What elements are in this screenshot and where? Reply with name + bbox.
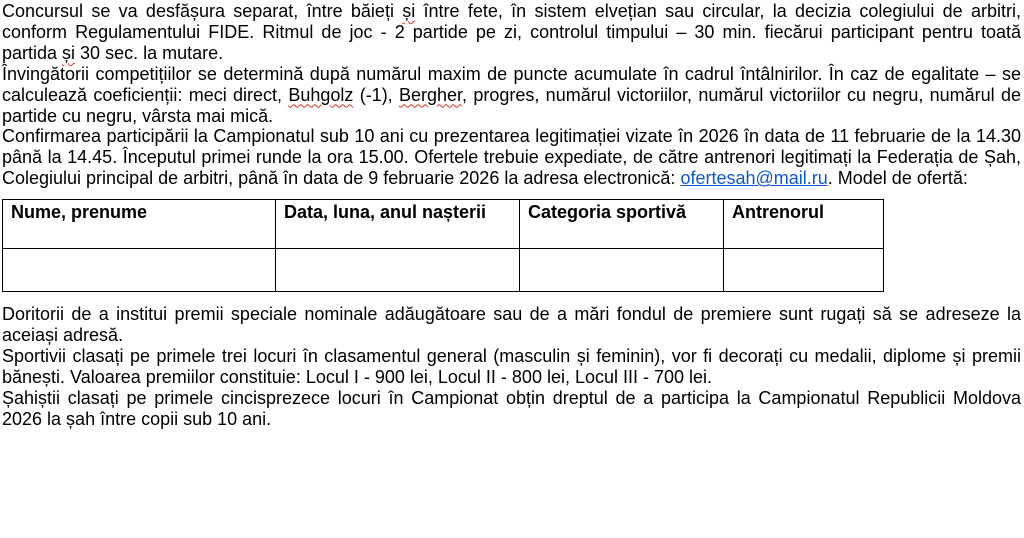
spellcheck-word-buhgolz[interactable]: Buhgolz	[288, 84, 354, 105]
header-cell-coach: Antrenorul	[724, 200, 884, 249]
table-row	[3, 249, 884, 292]
text-run: Confirmarea participării la Campionatul sub 10 ani cu prezentarea legitimației vizate în 2026 în data de 11 februarie de la 14.30 până la 14.45. Începutul primei runde la ora 15.00. Ofertele trebuie expediate, de către antrenori legitimați la Federația de Șah, Colegiului principal de arbitri, până în data de 9 februarie 2026 la adresa electronică:	[2, 126, 1021, 189]
table-header-row	[3, 200, 884, 249]
paragraph-winners-rules	[2, 64, 1021, 127]
text-run: (-1),	[353, 84, 399, 105]
table-cell[interactable]	[276, 249, 520, 292]
header-cell-birthdate: Data, luna, anul nașterii	[276, 200, 520, 249]
text-run: 30 sec. la mutare.	[75, 42, 224, 63]
table-cell[interactable]	[724, 249, 884, 292]
text-run: , progres, numărul victoriilor, numărul victoriilor cu negru, numărul de partide cu negru, vârsta mai mică.	[2, 84, 1021, 126]
table-cell[interactable]	[3, 249, 276, 292]
header-cell-category: Categoria sportivă	[520, 200, 724, 249]
paragraph-special-prizes: Doritorii de a institui premii speciale nominale adăugătoare sau de a mări fondul de premiere sunt rugați să se adreseze la aceiași adresă.	[2, 304, 1021, 346]
text-run: Concursul se va desfășura separat, între băieți	[2, 1, 403, 21]
offer-template-table	[2, 199, 884, 292]
table-cell[interactable]	[520, 249, 724, 292]
spellcheck-word[interactable]: și	[62, 42, 76, 63]
paragraph-qualification: Șahiștii clasați pe primele cincisprezece locuri în Campionat obțin dreptul de a participa la Campionatul Republicii Moldova 2026 la șah între copii sub 10 ani.	[2, 387, 1021, 429]
document-page	[0, 1, 1024, 538]
header-cell-name: Nume, prenume	[3, 200, 276, 249]
paragraph-tournament-format	[2, 1, 1021, 64]
text-run: Învingătorii competițiilor se determină după numărul maxim de puncte acumulate în cadrul întâlnirilor. În caz de egalitate – se calculează coeficienții: meci direct,	[2, 63, 1021, 105]
text-run: între fete, în sistem elvețian sau circular, la decizia colegiului de arbitri, conform Regulamentului FIDE. Ritmul de joc - 2 partide pe zi, controlul timpului – 30 min. fiecărui participant pentru toată partida	[2, 1, 1021, 63]
spellcheck-word-bergher[interactable]: Bergher	[399, 84, 463, 105]
paragraph-prizes-value: Sportivii clasați pe primele trei locuri în clasamentul general (masculin și feminin), vor fi decorați cu medalii, diplome și premii bănești. Valoarea premiilor constituie: Locul I - 900 lei, Locul II - 800 lei, Locul III - 700 lei.	[2, 345, 1021, 387]
email-link[interactable]: ofertesah@mail.ru	[680, 168, 828, 189]
paragraph-participation-confirmation	[2, 126, 1021, 189]
spellcheck-word[interactable]: și	[402, 1, 416, 21]
text-run: . Model de ofertă:	[827, 168, 968, 189]
